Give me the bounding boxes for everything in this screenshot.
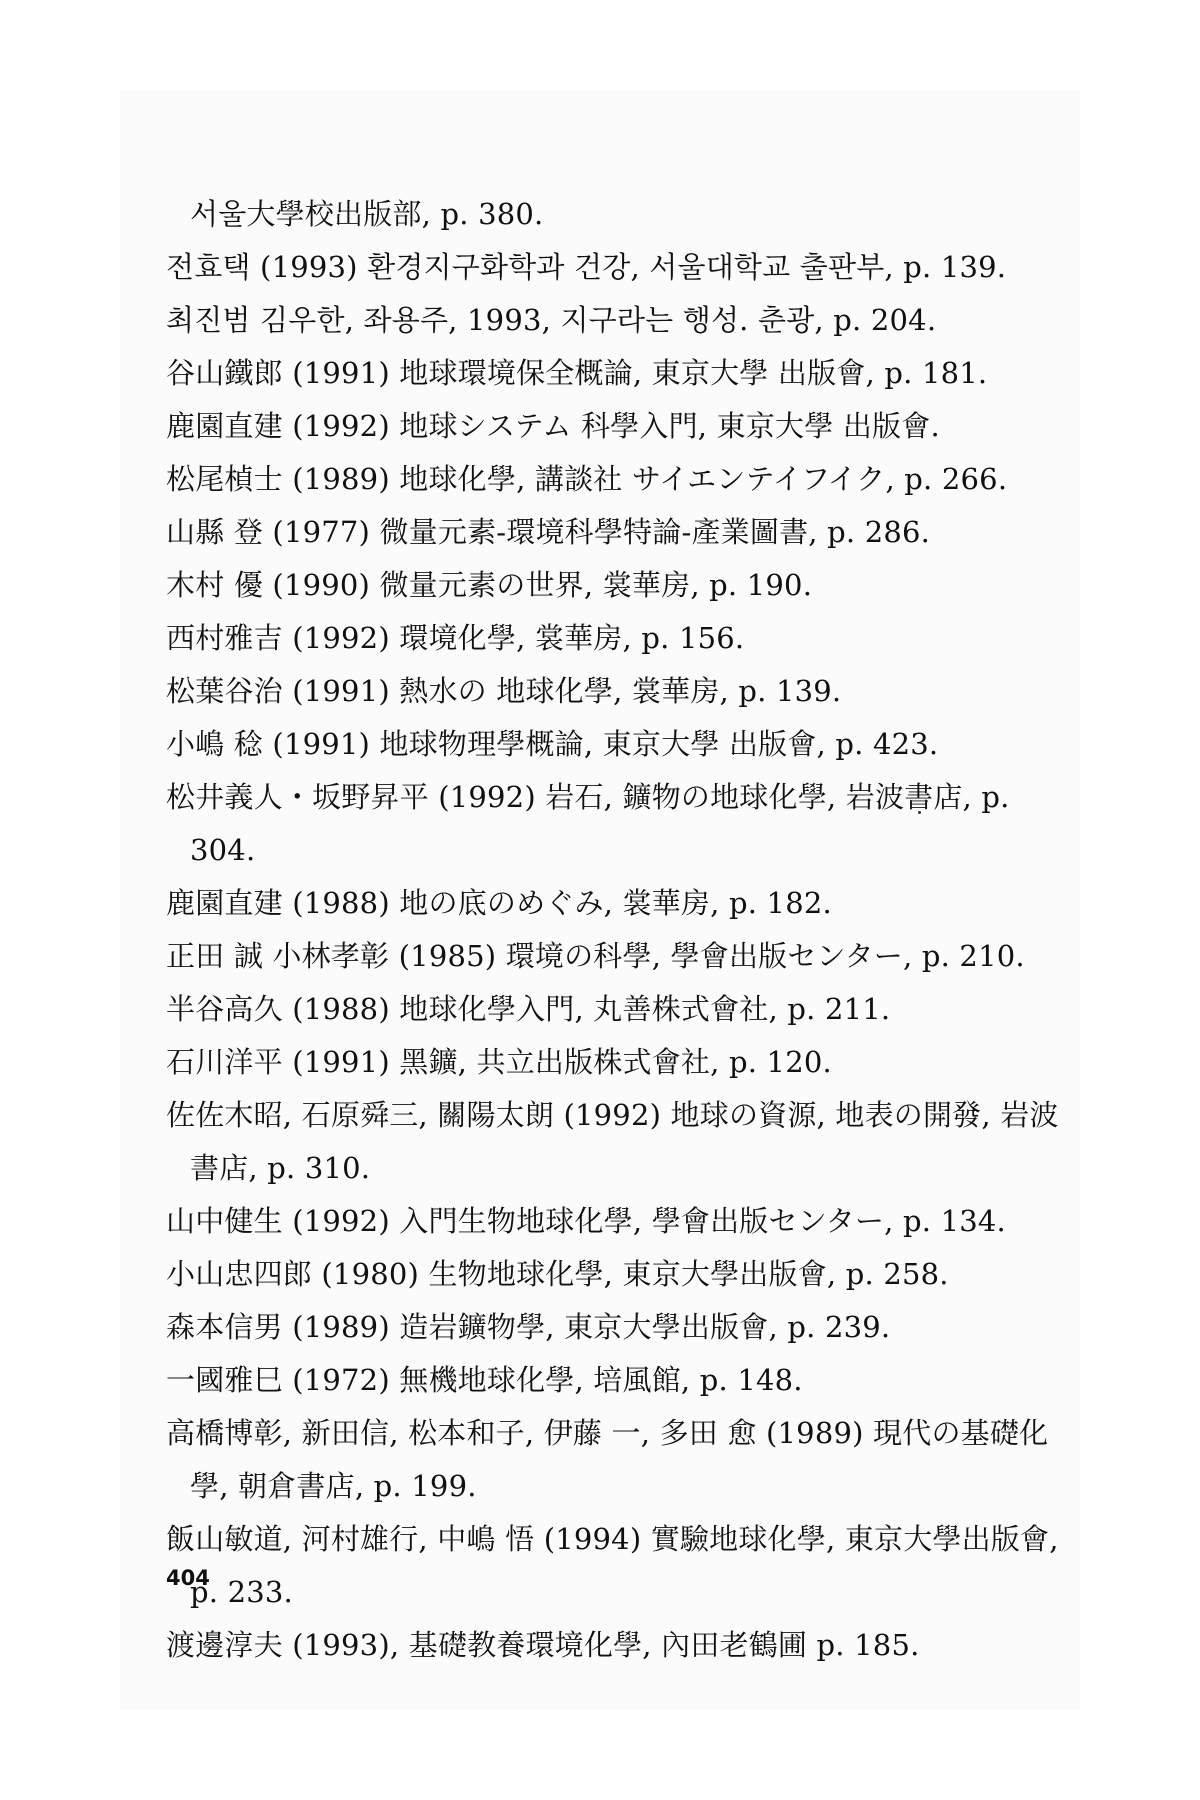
reference-item: 飯山敏道, 河村雄行, 中嶋 悟 (1994) 實驗地球化學, 東京大學出版會, p. 233. bbox=[166, 1522, 1059, 1609]
reference-item: 山中健生 (1992) 入門生物地球化學, 學會出版センター, p. 134. bbox=[166, 1204, 1006, 1238]
reference-list bbox=[166, 188, 1066, 1672]
reference-item: 石川洋平 (1991) 黑鑛, 共立出版株式會社, p. 120. bbox=[166, 1045, 832, 1079]
reference-item: 渡邊淳夫 (1993), 基礎教養環境化學, 內田老鶴圃 p. 185. bbox=[166, 1628, 920, 1662]
reference-item: 松尾楨士 (1989) 地球化學, 講談社 サイエンテイフイク, p. 266. bbox=[166, 462, 1008, 496]
reference-item: 최진범 김우한, 좌용주, 1993, 지구라는 행성. 춘광, p. 204. bbox=[166, 303, 937, 337]
reference-item: 松葉谷治 (1991) 熱水の 地球化學, 裳華房, p. 139. bbox=[166, 674, 842, 708]
reference-item: 一國雅巳 (1972) 無機地球化學, 培風館, p. 148. bbox=[166, 1363, 803, 1397]
reference-item: 전효택 (1993) 환경지구화학과 건강, 서울대학교 출판부, p. 139. bbox=[166, 250, 1007, 284]
reference-item: 佐佐木昭, 石原舜三, 關陽太朗 (1992) 地球の資源, 地表の開發, 岩波書店, p. 310. bbox=[166, 1098, 1059, 1185]
reference-item: 森本信男 (1989) 造岩鑛物學, 東京大學出版會, p. 239. bbox=[166, 1310, 891, 1344]
reference-item: 鹿園直建 (1992) 地球システム 科學入門, 東京大學 出版會. bbox=[166, 409, 940, 443]
reference-item: 小嶋 稔 (1991) 地球物理學概論, 東京大學 出版會, p. 423. bbox=[166, 727, 939, 761]
reference-item: 西村雅吉 (1992) 環境化學, 裳華房, p. 156. bbox=[166, 621, 745, 655]
reference-item: 山縣 登 (1977) 微量元素-環境科學特論-產業圖書, p. 286. bbox=[166, 515, 931, 549]
reference-item: 木村 優 (1990) 微量元素の世界, 裳華房, p. 190. bbox=[166, 568, 813, 602]
reference-item: 正田 誠 小林孝彰 (1985) 環境の科學, 學會出版センター, p. 210. bbox=[166, 939, 1025, 973]
reference-item: 서울大學校出版部, p. 380. bbox=[190, 197, 544, 231]
reference-item: 小山忠四郎 (1980) 生物地球化學, 東京大學出版會, p. 258. bbox=[166, 1257, 949, 1291]
reference-item: 半谷高久 (1988) 地球化學入門, 丸善株式會社, p. 211. bbox=[166, 992, 891, 1026]
reference-item: 高橋博彰, 新田信, 松本和子, 伊藤 一, 多田 愈 (1989) 現代の基礎化學, 朝倉書店, p. 199. bbox=[166, 1416, 1049, 1503]
reference-item: 松井義人・坂野昇平 (1992) 岩石, 鑛物の地球化學, 岩波書店, p. 304. bbox=[166, 780, 1010, 867]
reference-item: 鹿園直建 (1988) 地の底のめぐみ, 裳華房, p. 182. bbox=[166, 886, 832, 920]
page-number: 404 bbox=[166, 1566, 210, 1590]
reference-item: 谷山鐵郎 (1991) 地球環境保全概論, 東京大學 出版會, p. 181. bbox=[166, 356, 988, 390]
